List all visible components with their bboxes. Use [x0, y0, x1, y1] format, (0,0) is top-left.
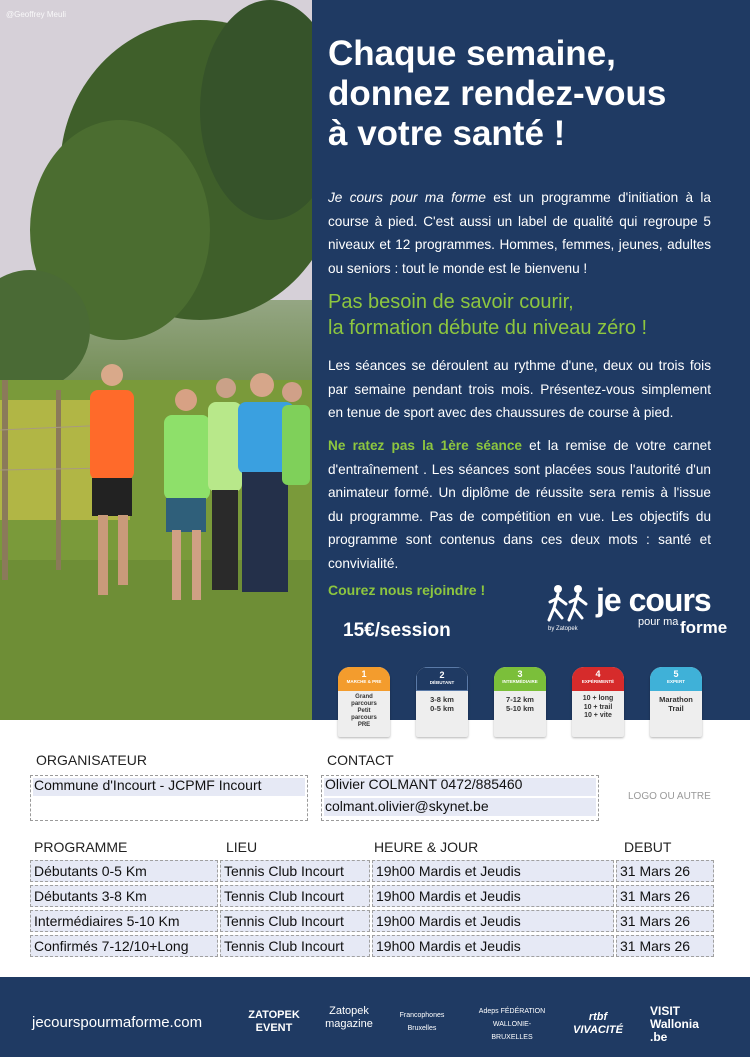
- level-title: DÉBUTANT: [429, 680, 455, 685]
- cell-lieu[interactable]: Tennis Club Incourt: [220, 910, 370, 932]
- runners-photo: [0, 0, 312, 720]
- join-cta: Courez nous rejoindre !: [328, 582, 486, 598]
- cell-lieu[interactable]: Tennis Club Incourt: [220, 885, 370, 907]
- cell-debut[interactable]: 31 Mars 26: [616, 935, 714, 957]
- col-header-programme: PROGRAMME: [34, 839, 128, 855]
- brand-by-zatopek: by Zatopek: [548, 626, 578, 632]
- adeps-federation-logo: Adeps FÉDÉRATION WALLONIE-BRUXELLES: [478, 1008, 546, 1041]
- brand-pour-ma: pour ma: [638, 616, 679, 628]
- info-panel: [312, 0, 750, 728]
- intro-text: est un programme d'initiation à la course à pied. C'est aussi un label de qualité qui regroupe 5 niveaux et 12 programmes. Hommes, femmes, jeunes, adultes ou seniors : tout le monde est le bienvenu !: [328, 190, 711, 276]
- level-badge-3: [494, 667, 546, 737]
- cell-lieu[interactable]: Tennis Club Incourt: [220, 860, 370, 882]
- cell-debut[interactable]: 31 Mars 26: [616, 860, 714, 882]
- level-distances: Grand parcours Petit parcours PRE: [351, 694, 377, 728]
- logo-placeholder: LOGO OU AUTRE: [628, 791, 711, 802]
- level-number: 3: [517, 669, 523, 679]
- zatopek-event-logo: ZATOPEK EVENT: [248, 1009, 300, 1034]
- headline: [328, 34, 738, 154]
- col-header-heure-jour: HEURE & JOUR: [374, 839, 479, 855]
- subheading-line-2: la formation débute du niveau zéro !: [328, 317, 648, 339]
- level-distances: 3-8 km 0-5 km: [430, 695, 454, 713]
- intro-paragraph: [328, 186, 711, 280]
- cell-heure-jour[interactable]: 19h00 Mardis et Jeudis: [372, 885, 614, 907]
- level-title: MARCHE & PRE: [346, 679, 382, 684]
- website-link[interactable]: jecourspourmaforme.com: [32, 1014, 203, 1031]
- zatopek-magazine-logo: Zatopek magazine: [325, 1005, 373, 1030]
- cell-heure-jour[interactable]: 19h00 Mardis et Jeudis: [372, 910, 614, 932]
- level-badge-4: [572, 667, 624, 737]
- cell-programme[interactable]: Débutants 3-8 Km: [30, 885, 218, 907]
- subheading-line-1: Pas besoin de savoir courir,: [328, 291, 574, 313]
- level-badge-5: [650, 667, 702, 737]
- photo-credit: @Geoffrey Meuli: [6, 10, 66, 19]
- vivacite-logo: rtbf VIVACITÉ: [573, 1011, 623, 1036]
- level-title: EXPERT: [666, 679, 685, 684]
- contact-label: CONTACT: [327, 752, 394, 768]
- headline-line-1: Chaque semaine,: [328, 34, 616, 73]
- runners-illustration: [0, 0, 312, 720]
- level-number: 1: [361, 669, 367, 679]
- cell-lieu[interactable]: Tennis Club Incourt: [220, 935, 370, 957]
- brand-logo: [546, 580, 726, 640]
- level-badge-cap: [572, 667, 624, 691]
- footer: [0, 977, 750, 1057]
- subheading: [328, 289, 728, 341]
- contact-phone: Olivier COLMANT 0472/885460: [325, 776, 523, 792]
- level-number: 2: [439, 670, 445, 680]
- level-number: 5: [673, 669, 679, 679]
- level-badge-cap: [494, 667, 546, 691]
- level-number: 4: [595, 669, 601, 679]
- intro-brand-name: Je cours pour ma forme: [328, 190, 486, 205]
- price: 15€/session: [343, 620, 451, 641]
- cell-programme[interactable]: Intermédiaires 5-10 Km: [30, 910, 218, 932]
- level-title: EXPÉRIMENTÉ: [581, 679, 615, 684]
- brand-forme: forme: [680, 618, 728, 637]
- contact-email: colmant.olivier@skynet.be: [325, 798, 489, 814]
- cell-heure-jour[interactable]: 19h00 Mardis et Jeudis: [372, 860, 614, 882]
- organiser-value: Commune d'Incourt - JCPMF Incourt: [34, 777, 262, 793]
- level-distances: 7-12 km 5-10 km: [506, 695, 534, 713]
- visit-wallonia-logo: VISIT Wallonia .be: [650, 1004, 699, 1044]
- level-distances: 10 + long 10 + trail 10 + vite: [582, 695, 614, 719]
- level-distances: Marathon Trail: [659, 695, 693, 713]
- cell-heure-jour[interactable]: 19h00 Mardis et Jeudis: [372, 935, 614, 957]
- first-session-paragraph: [328, 434, 711, 575]
- schedule-paragraph: Les séances se déroulent au rythme d'une, deux ou trois fois par semaine pendant trois mois. Présentez-vous simplement en tenue de sport avec des chaussures de course à pied.: [328, 358, 711, 420]
- first-session-highlight: Ne ratez pas la 1ère séance: [328, 438, 522, 453]
- level-badges: [338, 667, 738, 737]
- col-header-debut: DEBUT: [624, 839, 672, 855]
- level-badge-cap: [338, 667, 390, 691]
- cell-debut[interactable]: 31 Mars 26: [616, 885, 714, 907]
- level-badge-2: [416, 667, 468, 737]
- cell-debut[interactable]: 31 Mars 26: [616, 910, 714, 932]
- level-title: INTERMÉDIAIRE: [502, 679, 538, 684]
- headline-line-3: à votre santé !: [328, 114, 566, 153]
- level-badge-cap: [416, 667, 468, 691]
- headline-line-2: donnez rendez-vous: [328, 74, 667, 113]
- level-badge-cap: [650, 667, 702, 691]
- cell-programme[interactable]: Débutants 0-5 Km: [30, 860, 218, 882]
- first-session-text: et la remise de votre carnet d'entraînement . Les séances sont placées sous l'autorité d'un animateur formé. Un diplôme de réussite sera remis à l'issue du programme. Pas de compétition en vue. Les objectifs du programme sont contenus dans ces deux mots : santé et convivialité.: [328, 438, 711, 571]
- organiser-label: ORGANISATEUR: [36, 752, 147, 768]
- col-header-lieu: LIEU: [226, 839, 258, 855]
- level-badge-1: [338, 667, 390, 737]
- brand-je-cours: je cours: [596, 582, 711, 618]
- francophones-bruxelles-logo: Francophones Bruxelles: [399, 1012, 445, 1032]
- runners-logo-icon: [546, 584, 596, 628]
- cell-programme[interactable]: Confirmés 7-12/10+Long: [30, 935, 218, 957]
